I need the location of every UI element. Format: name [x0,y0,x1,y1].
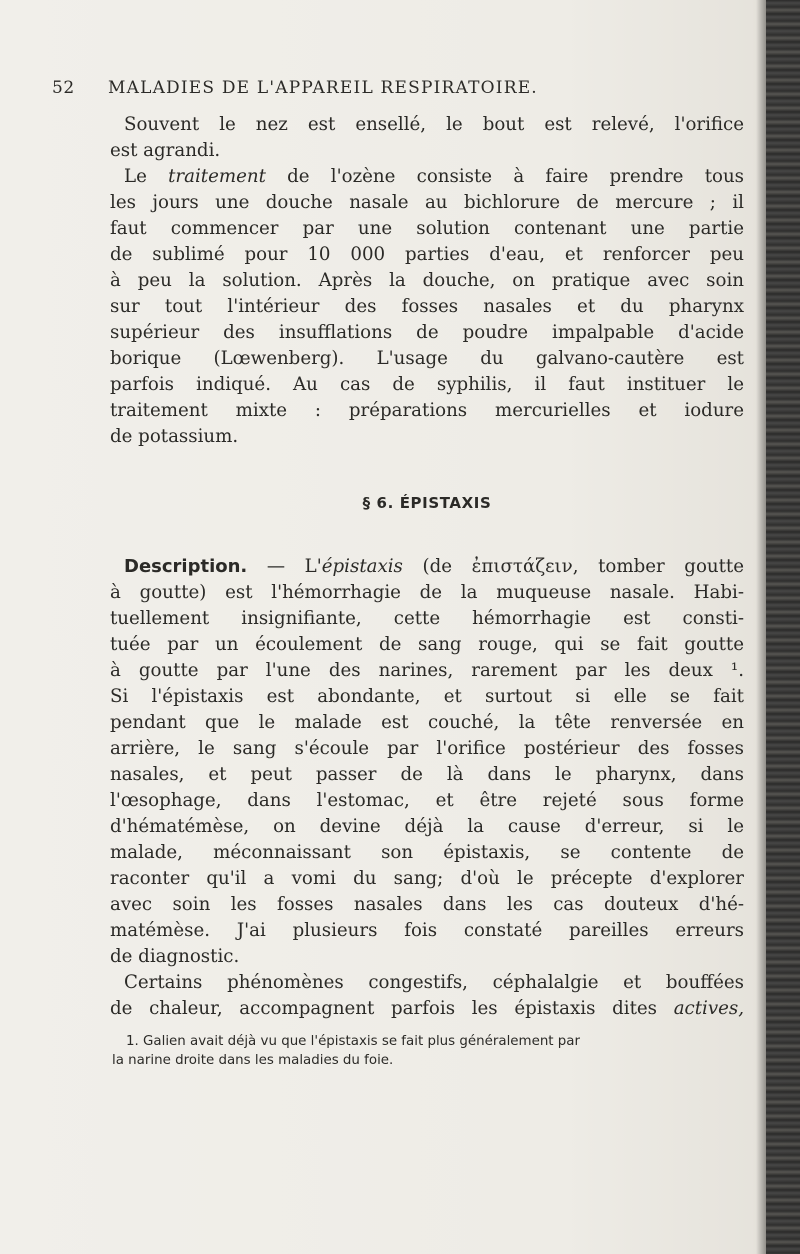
text-line: l'œsophage, dans l'estomac, et être rejeté sous forme [110,790,744,811]
text-line: est agrandi. [110,140,221,161]
text-line: à goutte) est l'hémorrhagie de la muqueuse nasale. Habi- [110,582,744,603]
footnote-line: 1. Galien avait déjà vu que l'épistaxis se fait plus généralement par [126,1034,581,1049]
paragraph-treatment [110,164,744,450]
text-line: d'hématémèse, on devine déjà la cause d'erreur, si le [110,816,744,837]
text-line: à peu la solution. Après la douche, on pratique avec soin [110,270,744,291]
line-rest: de l'ozène consiste à faire prendre tous [265,166,745,187]
text-line: pendant que le malade est couché, la tête renversée en [110,712,744,733]
paragraph-congestion [110,970,744,1022]
text-line: Souvent le nez est ensellé, le bout est relevé, l'orifice [124,114,744,135]
line-rest: (de ἐπιστάζειν, tomber goutte [402,556,744,577]
text-line: tuellement insignifiante, cette hémorrhagie est consti- [110,608,744,629]
footnote [112,1032,744,1070]
lead-text: Le [124,166,169,187]
text-line [110,164,744,190]
text-line: de potassium. [110,426,239,447]
text-line: à goutte par l'une des narines, rarement par les deux ¹. [110,660,744,681]
term-epistaxis: épistaxis [321,556,403,577]
text-line: de sublimé pour 10 000 parties d'eau, et renforcer peu [110,244,744,265]
paragraph-description [110,554,744,970]
text-line: Si l'épistaxis est abondante, et surtout si elle se fait [110,686,744,707]
text-line: borique (Lœwenberg). L'usage du galvano-cautère est [110,348,744,369]
paragraph-nose [110,112,744,164]
text-line: matémèse. J'ai plusieurs fois constaté pareilles erreurs [110,920,744,941]
running-title: MALADIES DE L'APPAREIL RESPIRATOIRE. [108,78,538,98]
page-edge-shadow [756,0,766,1254]
text-line: malade, méconnaissant son épistaxis, se contente de [110,842,744,863]
page-number: 52 [52,78,75,98]
dash-text: — L' [247,556,322,577]
description-title: Description. [124,556,248,577]
text-line: de diagnostic. [110,946,240,967]
text-line: sur tout l'intérieur des fosses nasales et du pharynx [110,296,744,317]
term-traitement: traitement [168,166,266,187]
text-line: raconter qu'il a vomi du sang; d'où le précepte d'explorer [110,868,744,889]
book-binding-edge [766,0,800,1254]
term-actives: actives, [673,998,744,1019]
text-line: faut commencer par une solution contenant une partie [110,218,744,239]
text-line: arrière, le sang s'écoule par l'orifice postérieur des fosses [110,738,744,759]
body-text [110,112,744,1022]
text-line: parfois indiqué. Au cas de syphilis, il faut instituer le [110,374,744,395]
text-line [110,996,744,1022]
text-line [110,554,744,580]
text-line: nasales, et peut passer de là dans le pharynx, dans [110,764,744,785]
line-start: de chaleur, accompagnent parfois les épistaxis dites [110,998,674,1019]
section-heading: § 6. ÉPISTAXIS [362,494,492,512]
text-line: les jours une douche nasale au bichlorure de mercure ; il [110,192,744,213]
text-line: supérieur des insufflations de poudre impalpable d'acide [110,322,744,343]
text-line: avec soin les fosses nasales dans les cas douteux d'hé- [110,894,744,915]
text-line: traitement mixte : préparations mercurielles et iodure [110,400,744,421]
footnote-line: la narine droite dans les maladies du foie. [112,1053,394,1068]
text-line: tuée par un écoulement de sang rouge, qui se fait goutte [110,634,744,655]
text-line: Certains phénomènes congestifs, céphalalgie et bouffées [124,972,744,993]
